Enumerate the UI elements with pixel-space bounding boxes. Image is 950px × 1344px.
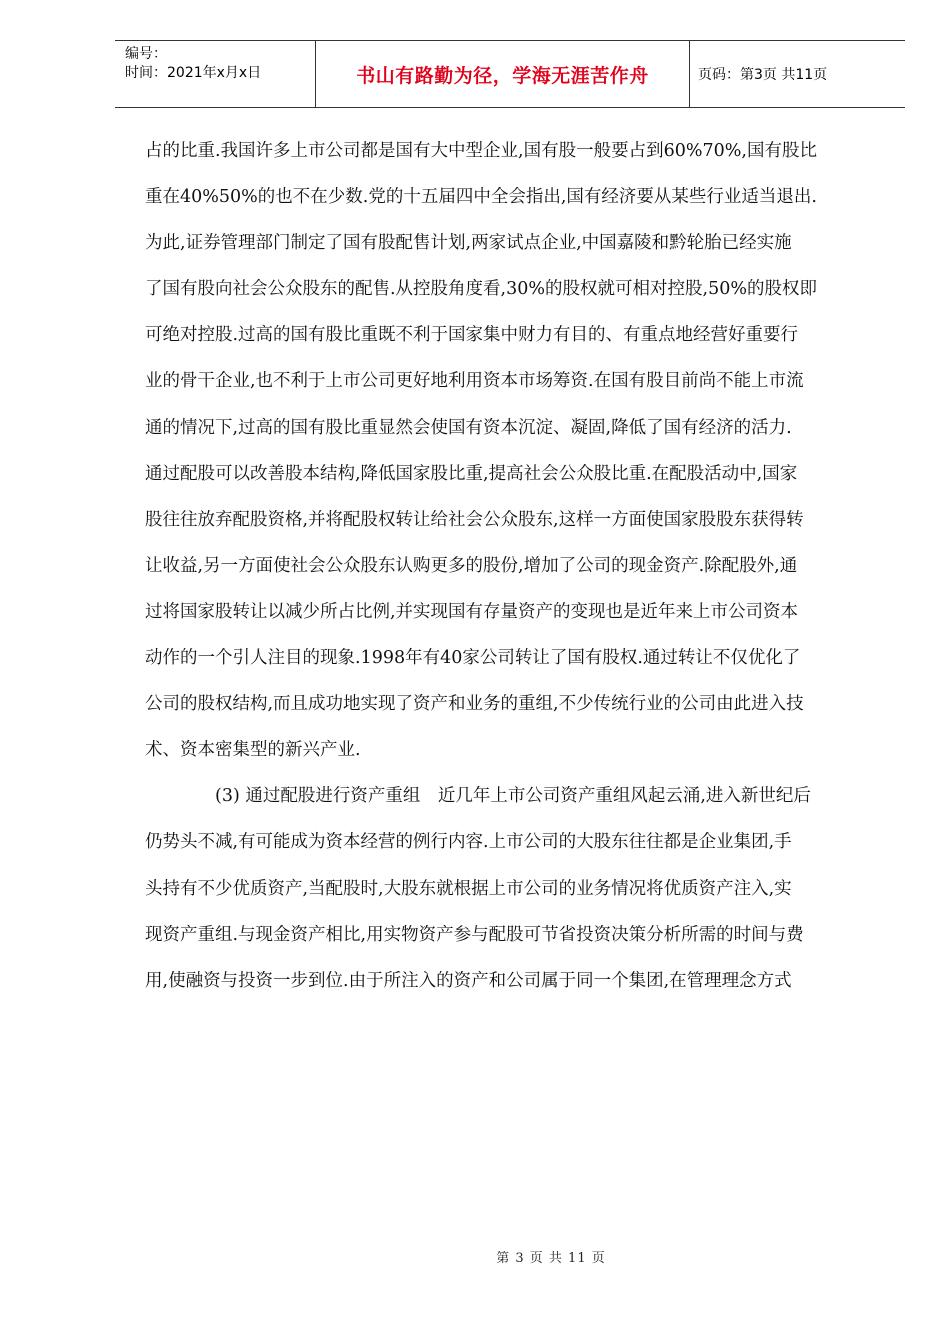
body-line: 术、资本密集型的新兴产业. (145, 740, 361, 761)
body-line: 可绝对控股.过高的国有股比重既不利于国家集中财力有目的、有重点地经营好重要行 (145, 325, 799, 346)
body-line: 让收益,另一方面使社会公众股东认购更多的股份,增加了公司的现金资产.除配股外,通 (145, 555, 798, 576)
body-line: 过将国家股转让以减少所占比例,并实现国有存量资产的变现也是近年来上市公司资本 (145, 601, 799, 622)
header-motto: 书山有路勤为径，学海无涯苦作舟 (316, 41, 690, 107)
document-number-label: 编号： (125, 46, 167, 62)
document-body (145, 128, 881, 1004)
body-line: 公司的股权结构,而且成功地实现了资产和业务的重组,不少传统行业的公司由此进入技 (145, 694, 804, 715)
body-line: 重在40%50%的也不在少数.党的十五届四中全会指出,国有经济要从某些行业适当退出. (145, 187, 817, 208)
body-line: 业的骨干企业,也不利于上市公司更好地利用资本市场筹资.在国有股目前尚不能上市流 (145, 371, 804, 392)
body-line: 了国有股向社会公众股东的配售.从控股角度看,30%的股权就可相对控股,50%的股权即 (145, 279, 817, 300)
header-page-info: 页码：第3页 共11页 (698, 67, 828, 83)
body-line: 用,使融资与投资一步到位.由于所注入的资产和公司属于同一个集团,在管理理念方式 (145, 970, 792, 991)
page-header (115, 40, 905, 108)
body-line: 为此,证券管理部门制定了国有股配售计划,两家试点企业,中国嘉陵和黔轮胎已经实施 (145, 233, 792, 254)
body-line: 仍势头不减,有可能成为资本经营的例行内容.上市公司的大股东往往都是企业集团,手 (145, 832, 792, 853)
body-line: 通的情况下,过高的国有股比重显然会使国有资本沉淀、凝固,降低了国有经济的活力. (145, 417, 792, 438)
body-line: 现资产重组.与现金资产相比,用实物资产参与配股可节省投资决策分析所需的时间与费 (145, 924, 804, 945)
body-line: 通过配股可以改善股本结构,降低国家股比重,提高社会公众股比重.在配股活动中,国家 (145, 463, 798, 484)
page-footer (0, 1247, 950, 1266)
body-line-section-heading: (3) 通过配股进行资产重组 近几年上市公司资产重组风起云涌,进入新世纪后 (215, 786, 811, 807)
header-meta (115, 41, 316, 107)
footer-page-number: 第 3 页 共 11 页 (496, 1251, 606, 1266)
body-line: 占的比重.我国许多上市公司都是国有大中型企业,国有股一般要占到60%70%,国有股比 (145, 141, 817, 161)
body-line: 股往往放弃配股资格,并将配股权转让给社会公众股东,这样一方面使国家股股东获得转 (145, 509, 804, 530)
body-line: 动作的一个引人注目的现象.1998年有40家公司转让了国有股权.通过转让不仅优化了 (145, 648, 801, 669)
body-line: 头持有不少优质资产,当配股时,大股东就根据上市公司的业务情况将优质资产注入,实 (145, 878, 792, 899)
document-time-label: 时间：2021年x月x日 (125, 65, 262, 81)
